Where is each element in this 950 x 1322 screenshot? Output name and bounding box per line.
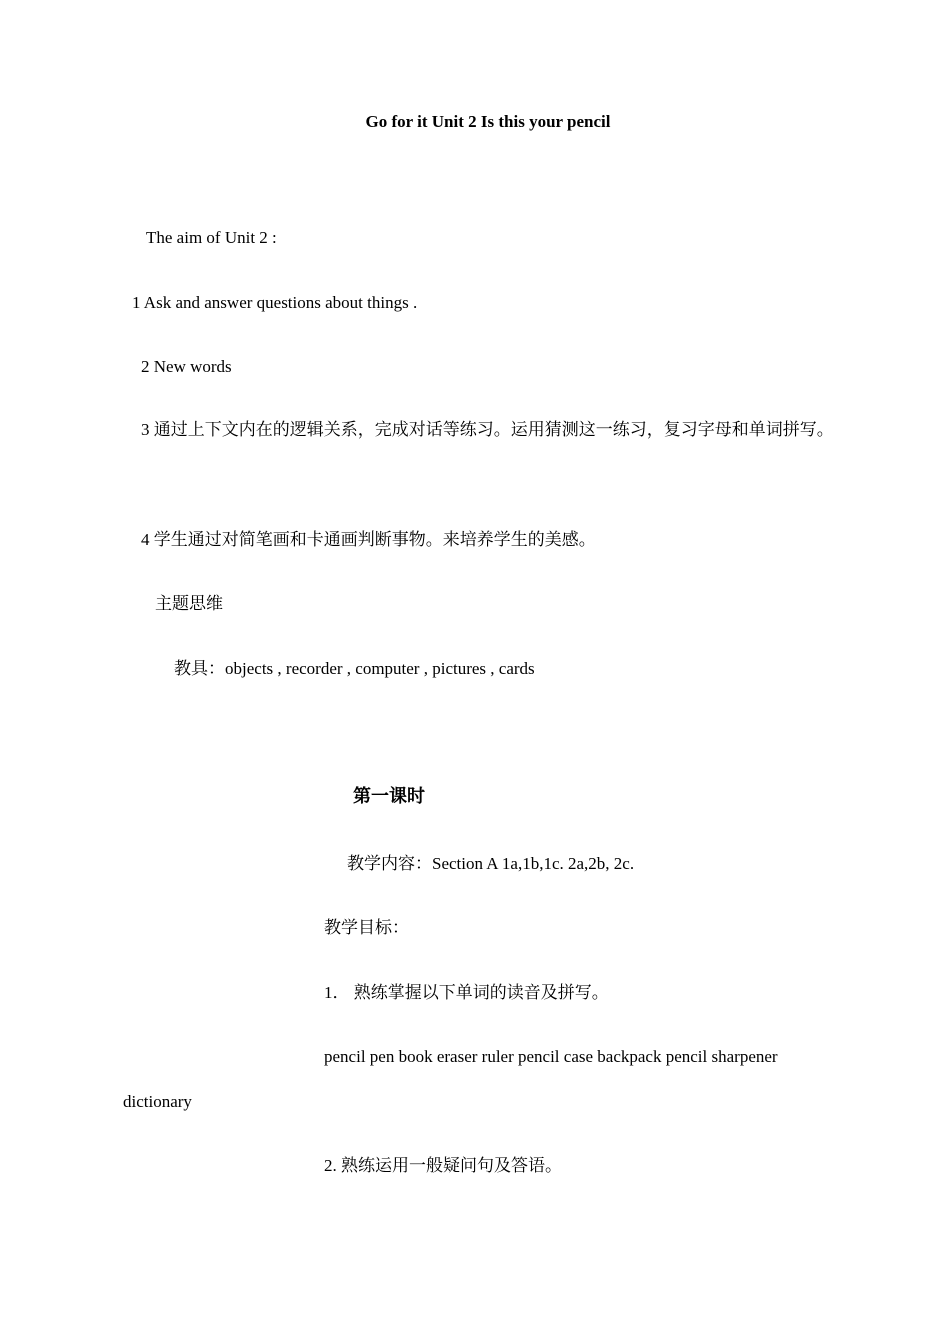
lesson-content: 教学内容：Section A 1a,1b,1c. 2a,2b, 2c. <box>347 854 635 873</box>
objectives-label: 教学目标： <box>324 918 409 937</box>
aim-item-3-text: 3 通过上下文内在的逻辑关系，完成对话等练习。运用猜测这一练习，复习字母和单词拼写。 <box>141 420 834 439</box>
lesson-heading: 第一课时 <box>353 786 425 807</box>
objective-1: 1． 熟练掌握以下单词的读音及拼写。 <box>324 983 609 1002</box>
document-title: Go for it Unit 2 Is this your pencil <box>365 112 611 131</box>
aim-item-2: 2 New words <box>141 357 232 376</box>
objective-2: 2. 熟练运用一般疑问句及答语。 <box>324 1156 562 1175</box>
word-list-line-1: pencil pen book eraser ruler pencil case backpack pencil sharpener <box>324 1047 778 1066</box>
word-list-line-2: dictionary <box>123 1092 192 1111</box>
aim-item-3 <box>123 410 853 450</box>
aim-item-4: 4 学生通过对简笔画和卡通画判断事物。来培养学生的美感。 <box>141 530 596 549</box>
aim-heading: The aim of Unit 2 : <box>146 228 277 247</box>
aim-item-1: 1 Ask and answer questions about things . <box>132 293 418 312</box>
teaching-aids: 教具：objects , recorder , computer , pictures , cards <box>174 659 535 678</box>
theme-label: 主题思维 <box>155 594 223 613</box>
